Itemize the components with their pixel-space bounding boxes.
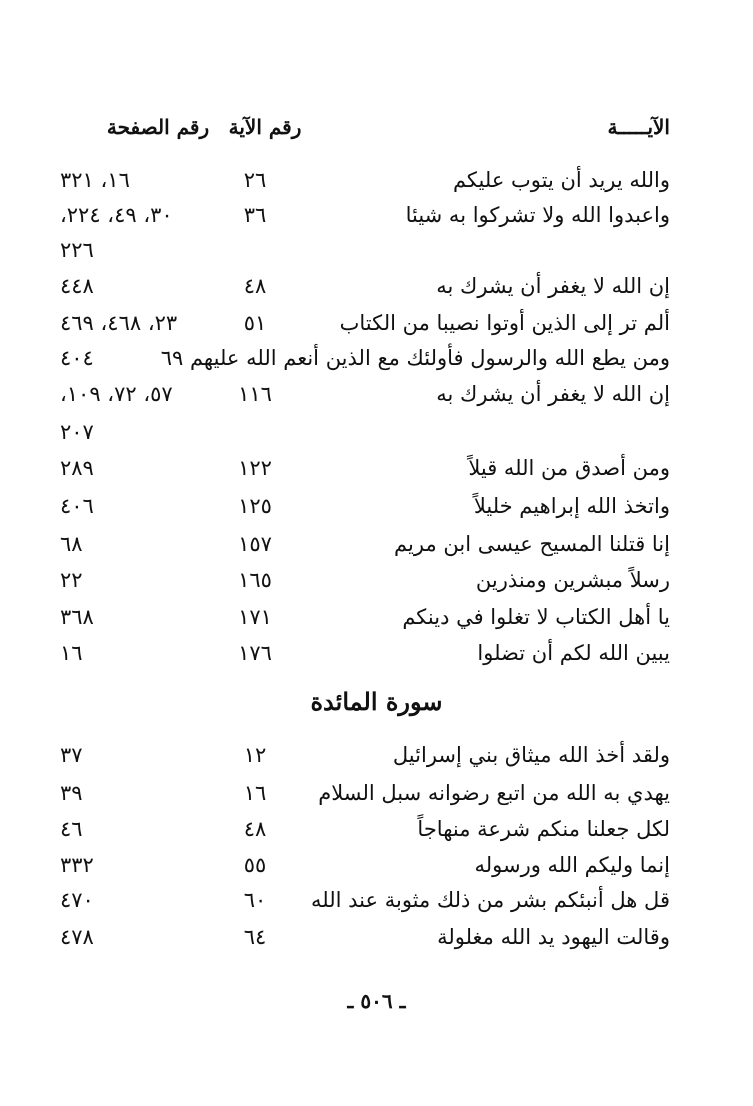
verse-text: ومن أصدق من الله قيلاً <box>468 456 670 480</box>
verse-text: والله يريد أن يتوب عليكم <box>452 168 670 192</box>
page-refs: ٣٠، ٤٩، ٢٢٤، <box>60 203 173 227</box>
aya-number: ١٥٧ <box>238 532 272 556</box>
page-refs: ١٦ <box>60 641 83 665</box>
page-refs: ٣٩ <box>60 781 83 805</box>
aya-number: ٤٨ <box>243 274 267 298</box>
aya-number: ١٧١ <box>238 605 272 629</box>
page-refs: ٤٦ <box>60 817 83 841</box>
aya-number: ١٧٦ <box>238 641 272 665</box>
verse-text: يا أهل الكتاب لا تغلوا في دينكم <box>402 605 670 629</box>
aya-number: ٦٤ <box>243 925 267 949</box>
table-row <box>60 306 670 340</box>
aya-number: ٣٦ <box>243 203 267 227</box>
header-aya-number: رقم الآية <box>228 115 302 139</box>
header-page-number: رقم الصفحة <box>106 115 210 139</box>
table-row <box>60 451 670 485</box>
verse-text: لكل جعلنا منكم شرعة منهاجاً <box>417 817 670 841</box>
aya-number: ١٦٥ <box>238 568 272 592</box>
table-row <box>60 812 670 846</box>
page-refs: ٥٧، ٧٢، ١٠٩، <box>60 382 173 406</box>
aya-number: ١١٦ <box>238 382 272 406</box>
table-row <box>60 883 670 917</box>
aya-number: ٤٨ <box>243 817 267 841</box>
verse-text: إن الله لا يغفر أن يشرك به <box>436 382 670 406</box>
table-row <box>60 163 670 197</box>
page-number: ـ ٥٠٦ ـ <box>347 989 406 1013</box>
page-refs: ٤٠٦ <box>60 494 94 518</box>
header-verse: الآيـــــة <box>607 115 670 139</box>
verse-text: إن الله لا يغفر أن يشرك به <box>436 274 670 298</box>
verse-text: واعبدوا الله ولا تشركوا به شيئا <box>405 203 670 227</box>
table-row <box>60 600 670 634</box>
table-row <box>60 198 670 232</box>
page-refs: ٢٠٧ <box>60 420 94 444</box>
verse-text: قل هل أنبئكم بشر من ذلك مثوبة عند الله <box>311 888 670 912</box>
verse-text: واتخذ الله إبراهيم خليلاً <box>473 494 670 518</box>
table-row <box>60 489 670 523</box>
table-row <box>60 341 670 375</box>
aya-number: ١٢٢ <box>238 456 272 480</box>
table-row <box>60 415 670 449</box>
verse-text: إنا قتلنا المسيح عيسى ابن مريم <box>394 532 670 556</box>
page-refs: ٤٠٤ <box>60 346 94 370</box>
verse-text: ومن يطع الله والرسول فأولئك مع الذين أنعم الله عليهم ٦٩ <box>160 346 670 370</box>
page-refs: ٤٧٨ <box>60 925 94 949</box>
verse-text: يبين الله لكم أن تضلوا <box>477 641 670 665</box>
verse-text: إنما وليكم الله ورسوله <box>474 853 670 877</box>
aya-number: ١٦ <box>243 781 267 805</box>
page-refs: ٤٤٨ <box>60 274 94 298</box>
aya-number: ١٢ <box>243 743 267 767</box>
page-refs: ٤٧٠ <box>60 888 94 912</box>
table-row <box>60 738 670 772</box>
verse-text: رسلاً مبشرين ومنذرين <box>475 568 670 592</box>
page-refs: ٣٧ <box>60 743 83 767</box>
aya-number: ١٢٥ <box>238 494 272 518</box>
aya-number: ٢٦ <box>243 168 267 192</box>
table-row <box>60 920 670 954</box>
table-row <box>60 233 670 267</box>
aya-number: ٦٠ <box>243 888 267 912</box>
page-refs: ٢٨٩ <box>60 456 94 480</box>
page-refs: ٢٣، ٤٦٨، ٤٦٩ <box>60 311 178 335</box>
page-refs: ١٦، ٣٢١ <box>60 168 130 192</box>
verse-text: ألم تر إلى الذين أوتوا نصيبا من الكتاب <box>339 311 670 335</box>
table-row <box>60 563 670 597</box>
surah-title: سورة المائدة <box>310 687 443 716</box>
page-refs: ٢٢ <box>60 568 83 592</box>
page-refs: ٢٢٦ <box>60 238 94 262</box>
table-row <box>60 527 670 561</box>
table-row <box>60 636 670 670</box>
aya-number: ٥١ <box>243 311 267 335</box>
verse-text: وقالت اليهود يد الله مغلولة <box>437 925 670 949</box>
page-refs: ٣٣٢ <box>60 853 94 877</box>
verse-text: ولقد أخذ الله ميثاق بني إسرائيل <box>392 743 670 767</box>
aya-number: ٥٥ <box>243 853 267 877</box>
table-row <box>60 776 670 810</box>
table-row <box>60 848 670 882</box>
page-refs: ٣٦٨ <box>60 605 94 629</box>
verse-text: يهدي به الله من اتبع رضوانه سبل السلام <box>318 781 670 805</box>
table-header <box>60 110 670 144</box>
page-refs: ٦٨ <box>60 532 83 556</box>
table-row <box>60 377 670 411</box>
table-row <box>60 269 670 303</box>
